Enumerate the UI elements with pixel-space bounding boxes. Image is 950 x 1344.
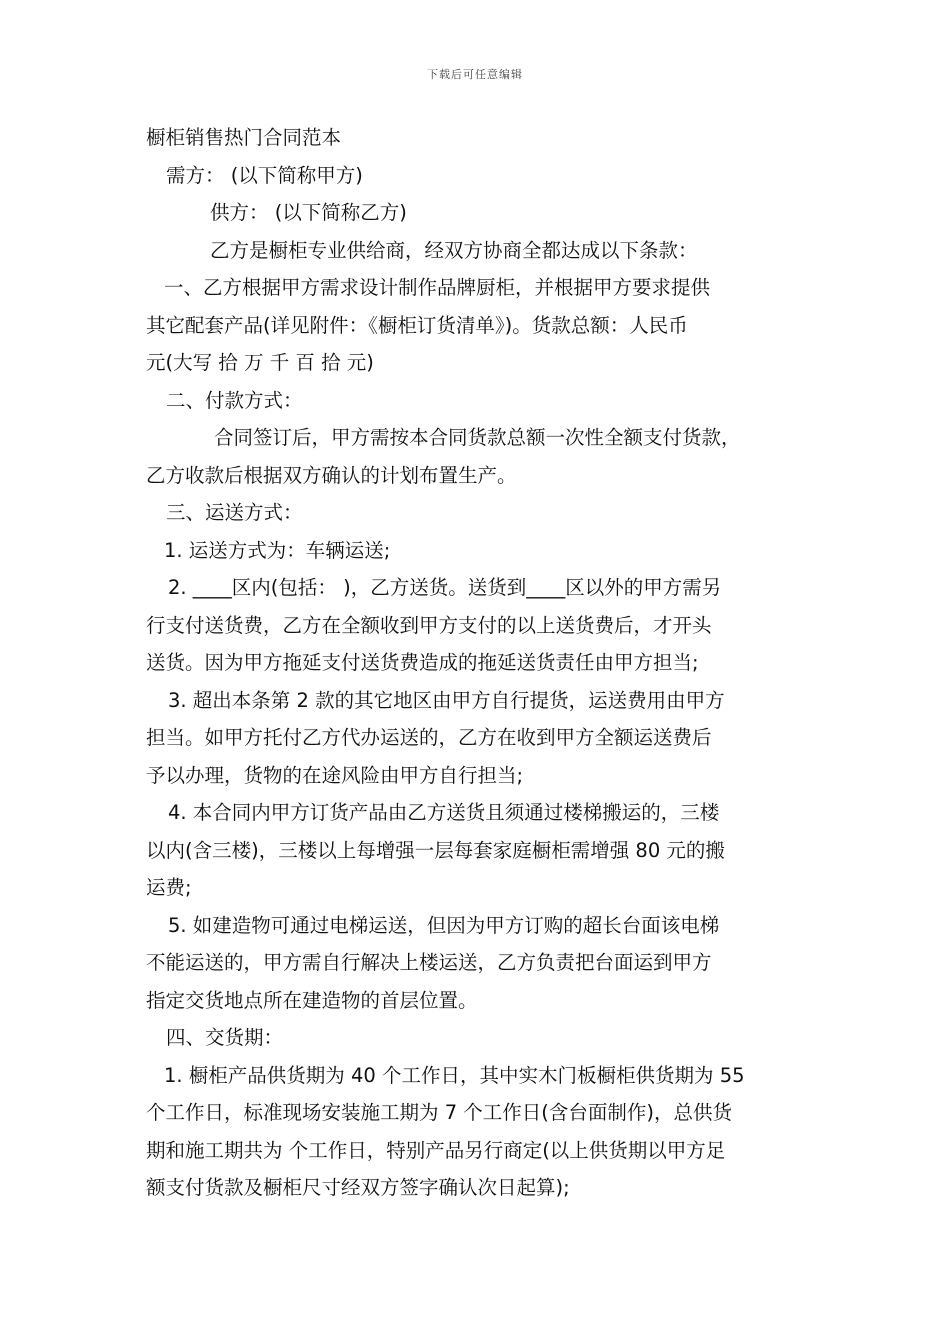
section3-item4-line: 4. 本合同内甲方订货产品由乙方送货且须通过楼梯搬运的，三楼	[168, 801, 720, 824]
section3-item3-line: 3. 超出本条第 2 款的其它地区由甲方自行提货，运送费用由甲方	[168, 688, 725, 712]
document-title: 橱柜销售热门合同范本	[146, 126, 342, 149]
section3-item3-line: 担当。如甲方托付乙方代办运送的，乙方在收到甲方全额运送费后	[146, 726, 712, 749]
section2-heading: 二、付款方式：	[166, 388, 303, 412]
supplier-line: 供方： (以下简称乙方)	[210, 201, 407, 224]
section3-item5-line: 5. 如建造物可通过电梯运送，但因为甲方订购的超长台面该电梯	[168, 913, 720, 937]
buyer-line: 需方： (以下简称甲方)	[166, 163, 363, 187]
section3-item4-line: 以内(含三楼)，三楼以上每增强一层每套家庭橱柜需增强 80 元的搬	[146, 838, 725, 862]
section1-line: 其它配套产品(详见附件：《橱柜订货清单》)。货款总额：人民币	[146, 313, 688, 337]
section3-item3-line: 予以办理，货物的在途风险由甲方自行担当;	[146, 763, 524, 787]
section3-item1: 1. 运送方式为：车辆运送;	[164, 538, 391, 562]
section3-item2-line: 行支付送货费，乙方在全额收到甲方支付的以上送货费后，才开头	[146, 613, 712, 637]
section4-item1-line: 1. 橱柜产品供货期为 40 个工作日，其中实木门板橱柜供货期为 55	[164, 1063, 745, 1087]
section4-heading: 四、交货期：	[166, 1026, 284, 1049]
section4-item1-line: 额支付货款及橱柜尺寸经双方签字确认次日起算);	[146, 1176, 570, 1199]
section1-line: 元(大写 拾 万 千 百 拾 元)	[146, 351, 374, 374]
section2-line: 乙方收款后根据双方确认的计划布置生产。	[146, 463, 517, 487]
document-body	[146, 119, 814, 1207]
section4-item1-line: 期和施工期共为 个工作日，特别产品另行商定(以上供货期以甲方足	[146, 1138, 726, 1162]
section3-item5-line: 不能运送的，甲方需自行解决上楼运送，乙方负责把台面运到甲方	[146, 951, 712, 974]
section3-item4-line: 运费;	[146, 876, 192, 899]
intro-line: 乙方是橱柜专业供给商，经双方协商全都达成以下条款：	[210, 238, 698, 262]
section2-line: 合同签订后，甲方需按本合同货款总额一次性全额支付货款，	[214, 426, 741, 449]
page-header: 下载后可任意编辑	[427, 68, 523, 81]
section1-line: 一、乙方根据甲方需求设计制作品牌厨柜，并根据甲方要求提供	[164, 276, 711, 299]
section3-item2-line: 2. ____区内(包括： )，乙方送货。送货到____区以外的甲方需另	[168, 576, 722, 599]
section3-item5-line: 指定交货地点所在建造物的首层位置。	[146, 988, 478, 1012]
section3-heading: 三、运送方式：	[166, 501, 303, 524]
section3-item2-line: 送货。因为甲方拖延支付送货费造成的拖延送货责任由甲方担当;	[146, 651, 699, 674]
section4-item1-line: 个工作日，标准现场安装施工期为 7 个工作日(含台面制作)，总供货	[146, 1101, 733, 1124]
